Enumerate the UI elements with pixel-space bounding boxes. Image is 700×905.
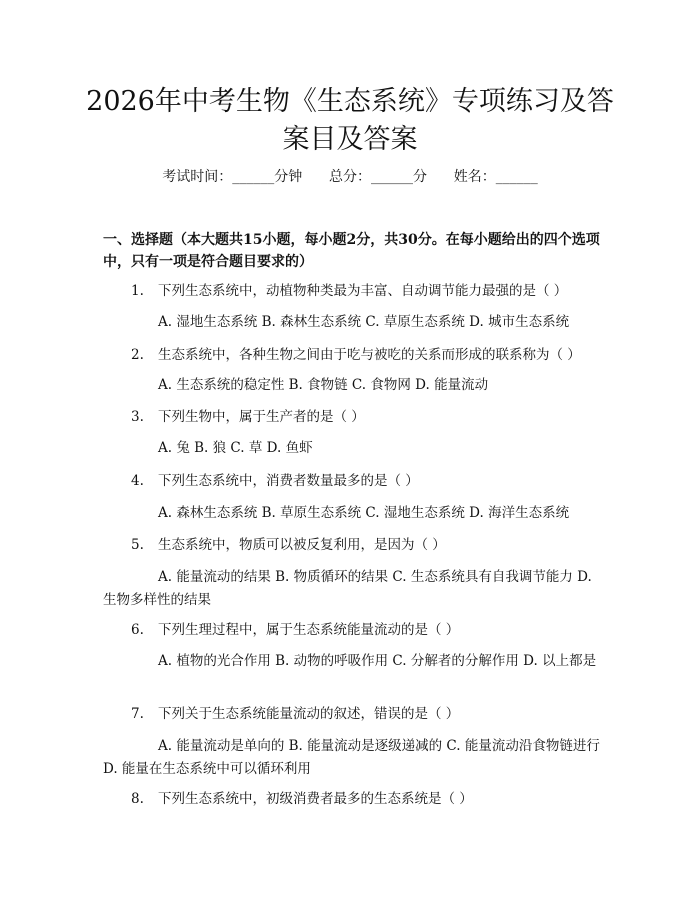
question-number: 6.: [131, 622, 144, 638]
question-number: 1.: [131, 283, 144, 299]
score-unit: 分: [413, 169, 427, 185]
question-3: [103, 406, 603, 428]
question-text: 下列生态系统中，初级消费者最多的生态系统是（ ）: [158, 791, 473, 807]
score-label: 总分：: [329, 169, 371, 185]
question-1: [103, 280, 603, 302]
question-6: [103, 619, 603, 641]
page-title-line-1: 2026年中考生物《生态系统》专项练习及答: [86, 86, 614, 117]
section-heading-choice: 一、选择题（本大题共15小题，每小题2分，共30分。在每小题给出的四个选项中，只有一项是符合题目要求的）: [103, 232, 600, 270]
name-label: 姓名：: [453, 169, 496, 185]
question-4-options: A. 森林生态系统 B. 草原生态系统 C. 湿地生态系统 D. 海洋生态系统: [158, 505, 570, 521]
question-text: 下列生态系统中，消费者数量最多的是（ ）: [158, 473, 419, 489]
question-number: 4.: [131, 473, 144, 489]
question-number: 5.: [131, 537, 144, 553]
question-number: 2.: [131, 347, 144, 363]
question-number: 7.: [131, 706, 144, 722]
question-6-options: A. 植物的光合作用 B. 动物的呼吸作用 C. 分解者的分解作用 D. 以上都是: [158, 653, 597, 669]
question-8: [103, 788, 603, 810]
question-1-options: A. 湿地生态系统 B. 森林生态系统 C. 草原生态系统 D. 城市生态系统: [158, 314, 570, 330]
exam-meta: [0, 166, 700, 186]
name-blank: ______: [495, 169, 538, 185]
question-text: 下列生物中，属于生产者的是（ ）: [158, 409, 365, 425]
question-text: 下列生态系统中，动植物种类最为丰富、自动调节能力最强的是（ ）: [158, 283, 568, 299]
question-7-options: A. 能量流动是单向的 B. 能量流动是逐级递减的 C. 能量流动沿食物链进行 D. 能量在生态系统中可以循环利用: [103, 738, 600, 777]
question-5: [103, 534, 603, 556]
question-number: 8.: [131, 791, 144, 807]
page-title-line-2: 案目及答案: [282, 124, 418, 155]
question-4: [103, 470, 603, 492]
question-3-options: A. 兔 B. 狼 C. 草 D. 鱼虾: [158, 440, 313, 456]
question-number: 3.: [131, 409, 144, 425]
time-label: 考试时间：: [162, 169, 233, 185]
question-2: [103, 344, 603, 366]
question-7: [103, 703, 603, 725]
question-5-options: A. 能量流动的结果 B. 物质循环的结果 C. 生态系统具有自我调节能力 D. 生物多样性的结果: [103, 569, 592, 608]
question-text: 下列关于生态系统能量流动的叙述，错误的是（ ）: [158, 706, 460, 722]
question-text: 生态系统中，各种生物之间由于吃与被吃的关系而形成的联系称为（ ）: [158, 347, 581, 363]
question-2-options: A. 生态系统的稳定性 B. 食物链 C. 食物网 D. 能量流动: [158, 377, 489, 393]
time-unit: 分钟: [274, 169, 303, 185]
time-blank: ______: [232, 169, 275, 185]
score-blank: ______: [371, 169, 413, 185]
question-text: 生态系统中，物质可以被反复利用，是因为（ ）: [158, 537, 446, 553]
question-text: 下列生理过程中，属于生态系统能量流动的是（ ）: [158, 622, 460, 638]
